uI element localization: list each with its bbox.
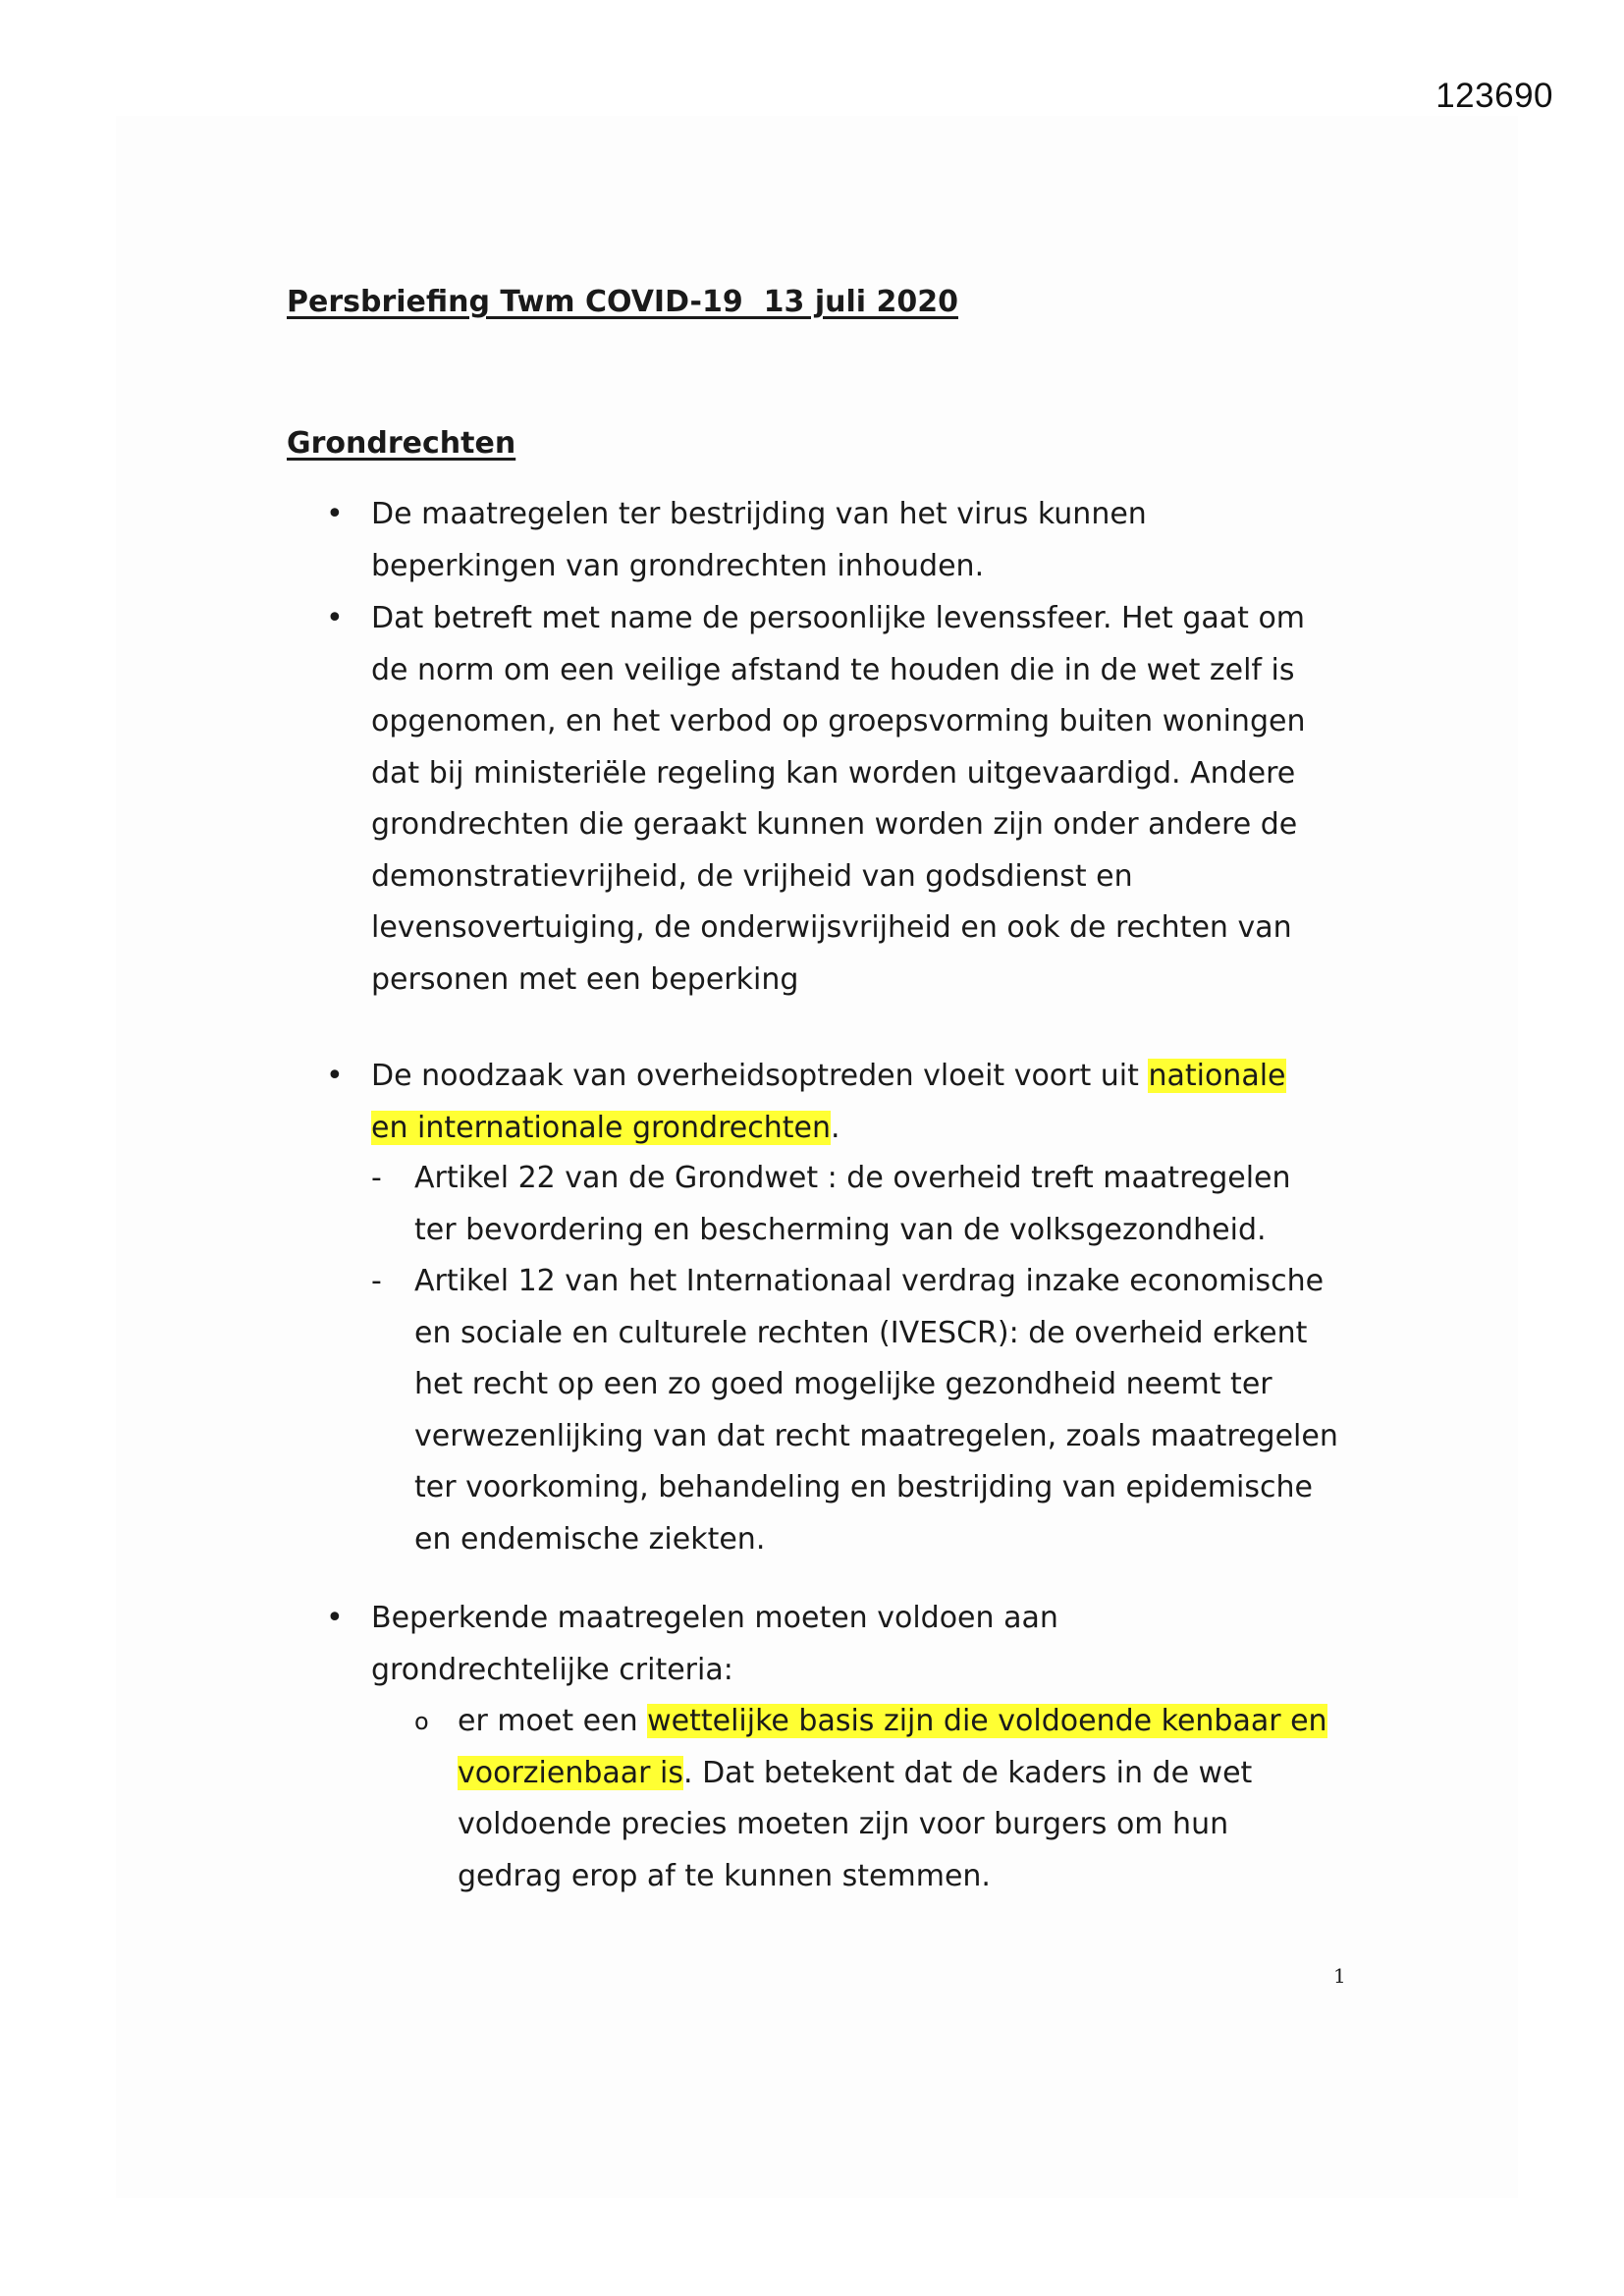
document-number: 123690 [1435, 77, 1553, 115]
bullet-marker: • [326, 497, 344, 531]
bullet-text: De maatregelen ter bestrijding van het virus kunnen beperkingen van grondrechten inhouden. [371, 497, 1147, 583]
bullet-text-after: . [830, 1110, 840, 1145]
sub-item-text: Artikel 12 van het Internationaal verdrag inzake economische en sociale en culturele rechten (IVESCR): de overheid erkent het recht op een zo goed mogelijke gezondheid neemt ter verwezenlijking van dat recht maatregelen, zoals maatregelen ter voorkoming, behandeling en bestrijding van epidemische en endemische ziekten. [414, 1264, 1338, 1557]
bullet-text: Dat betreft met name de persoonlijke levenssfeer. Het gaat om de norm om een veilige afstand te houden die in de wet zelf is opgenomen, en het verbod op groepsvorming buiten woningen dat bij ministeriële regeling kan worden uitgevaardigd. Andere grondrechten die geraakt kunnen worden zijn onder andere de demonstratievrijheid, de vrijheid van godsdienst en levensovertuiging, de onderwijsvrijheid en ook de rechten van personen met een beperking [371, 601, 1306, 997]
document-title: Persbriefing Twm COVID-19 13 juli 2020 [287, 285, 958, 319]
bullet-text-before: De noodzaak van overheidsoptreden vloeit voort uit [371, 1059, 1149, 1093]
bullet-text: Beperkende maatregelen moeten voldoen aan grondrechtelijke criteria: [371, 1601, 1058, 1687]
highlighted-text: nationale en internationale grondrechten [371, 1059, 1286, 1145]
page-number: 1 [1333, 1964, 1346, 1988]
dash-marker: - [371, 1161, 382, 1195]
bullet-marker: • [326, 1601, 344, 1635]
bullet-text [371, 1051, 1314, 1154]
bullet-marker: • [326, 1059, 344, 1093]
dash-marker: - [371, 1264, 382, 1298]
highlighted-text: wettelijke basis zijn die voldoende kenbaar en voorzienbaar is [458, 1704, 1327, 1790]
circle-marker: o [414, 1708, 429, 1735]
criteria-item-text [458, 1696, 1331, 1902]
criteria-text-before: er moet een [458, 1704, 648, 1738]
criteria-text-after: . Dat betekent dat de kaders in de wet voldoende precies moeten zijn voor burgers om hun gedrag erop af te kunnen stemmen. [458, 1755, 1253, 1893]
section-heading: Grondrechten [287, 426, 516, 461]
bullet-marker: • [326, 601, 344, 635]
sub-item-text: Artikel 22 van de Grondwet : de overheid treft maatregelen ter bevordering en bescherming van de volksgezondheid. [414, 1161, 1291, 1247]
